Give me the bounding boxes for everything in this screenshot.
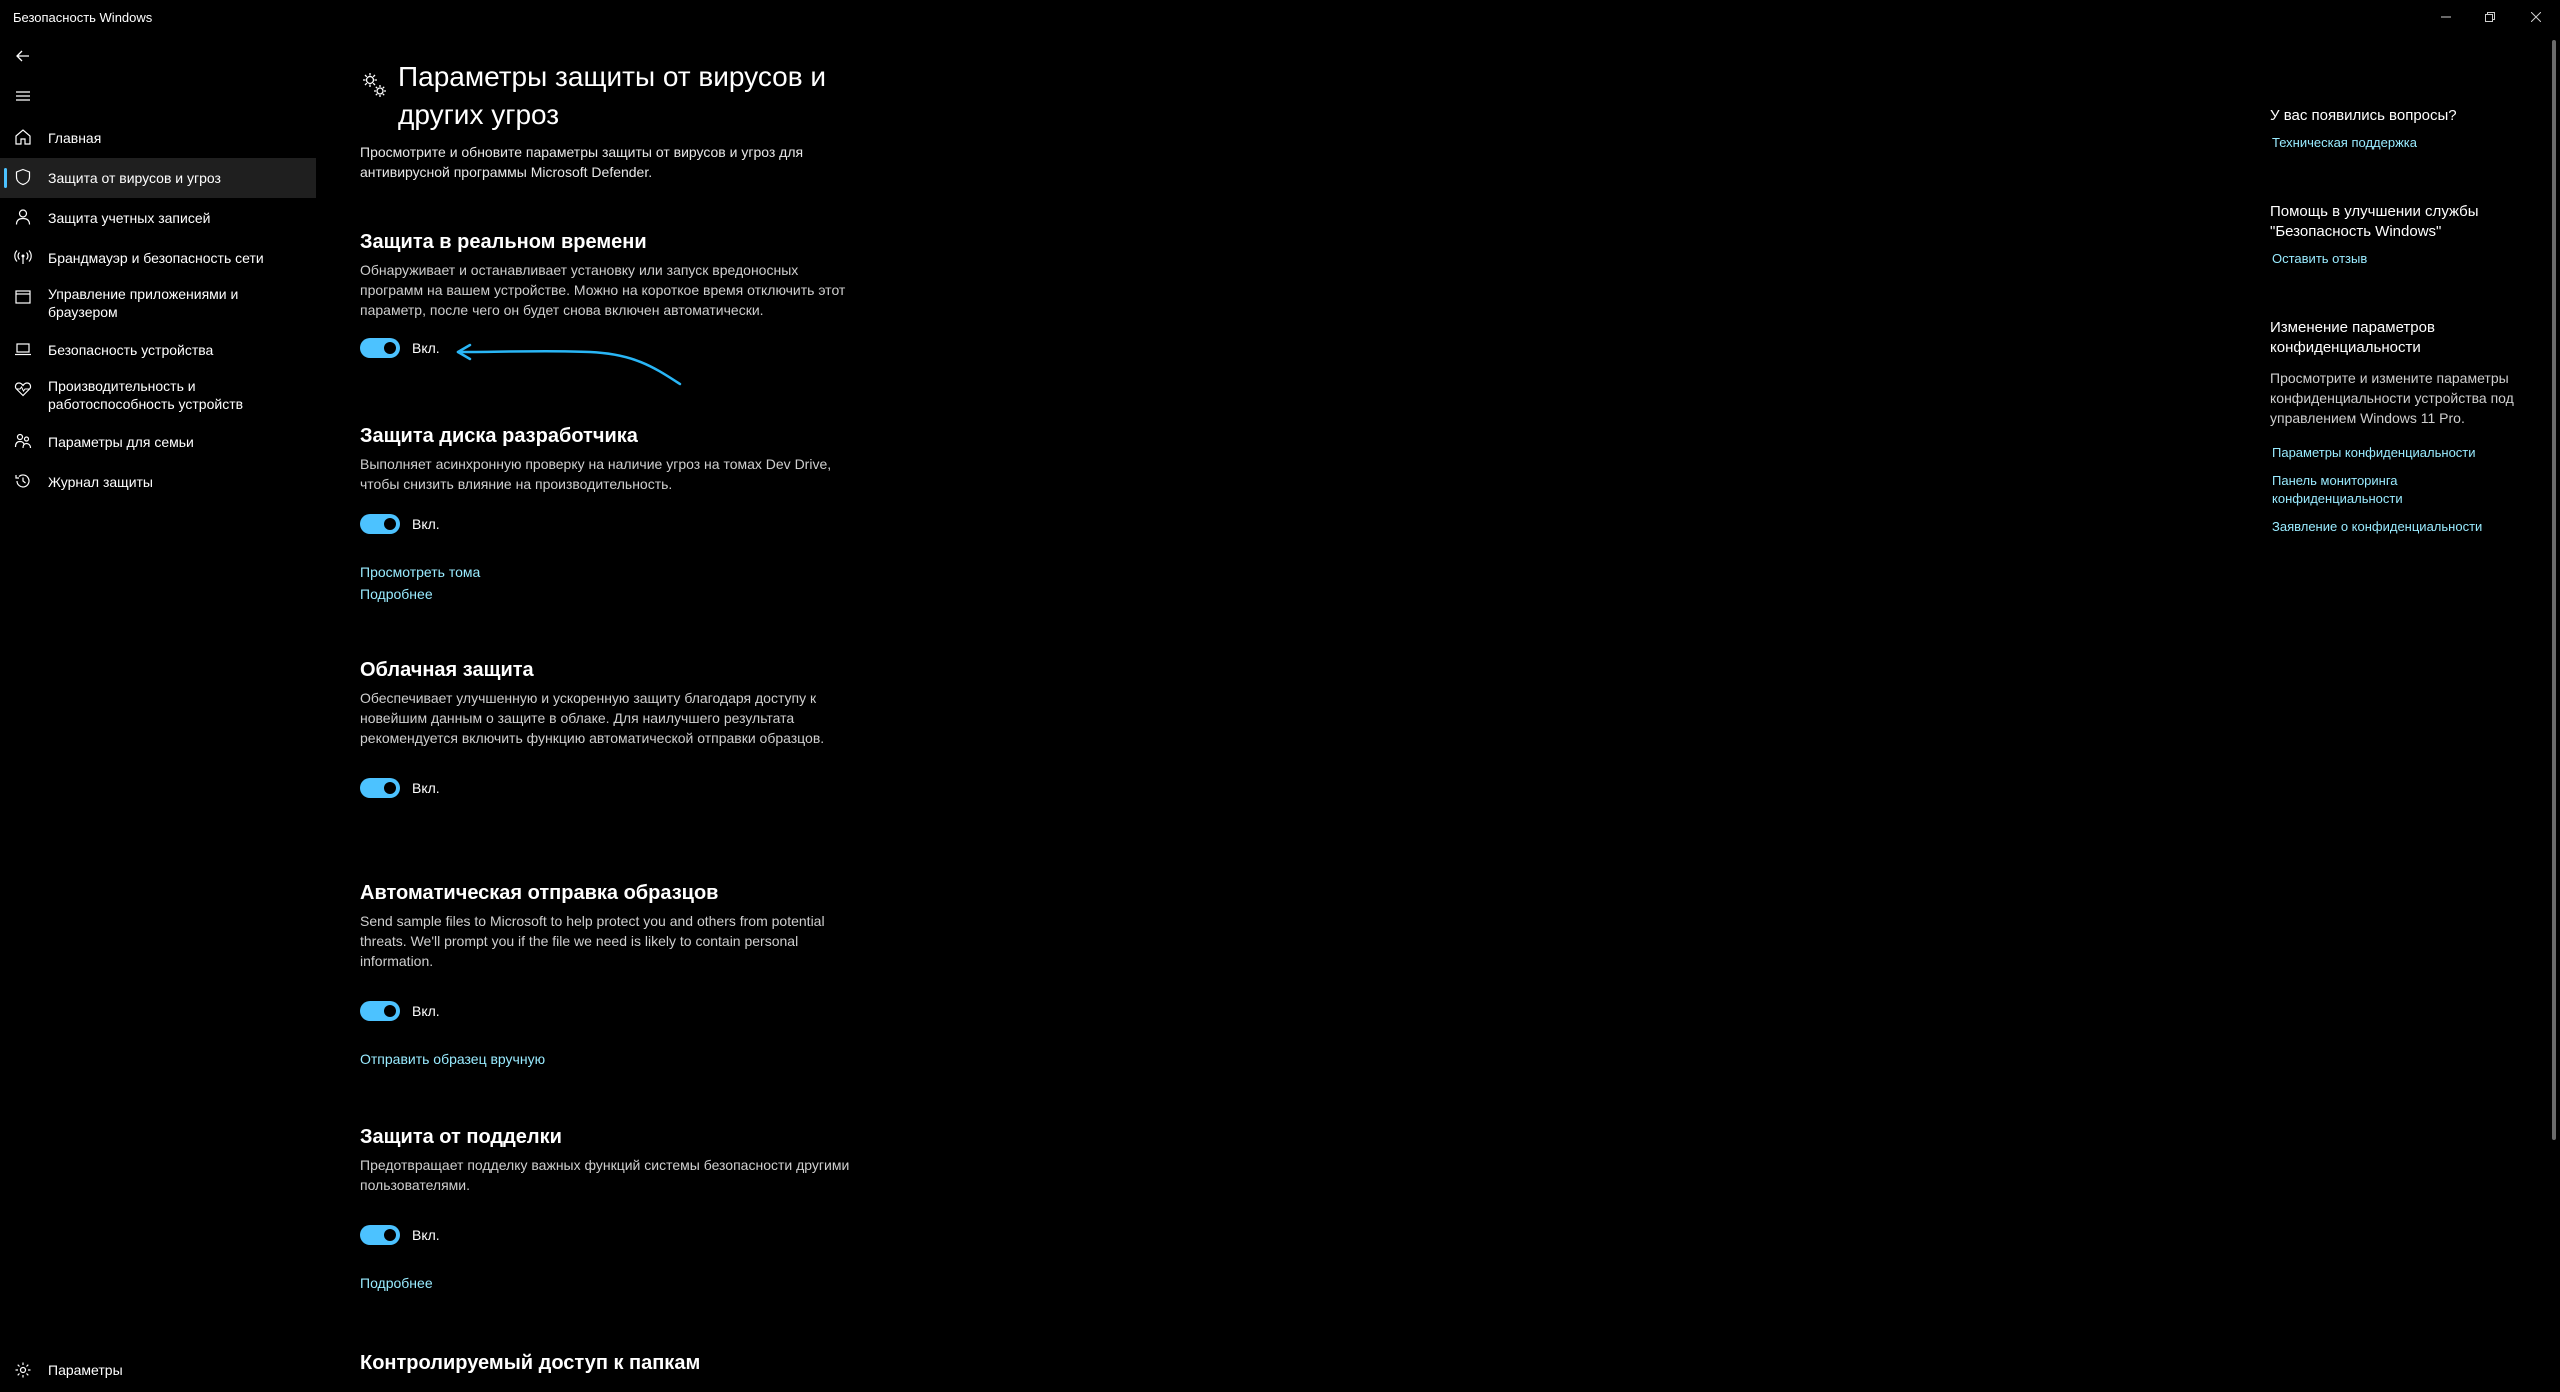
- toggle-state-label: Вкл.: [412, 516, 440, 532]
- app-title: Безопасность Windows: [13, 10, 153, 25]
- gear-icon: [14, 1361, 32, 1379]
- automatic-sample-submission-section: [360, 879, 860, 1069]
- submit-sample-manually-link[interactable]: Отправить образец вручную: [360, 1051, 546, 1067]
- laptop-icon: [14, 340, 32, 358]
- sidebar-item-device-performance[interactable]: [0, 370, 318, 422]
- section-title: Облачная защита: [360, 659, 534, 681]
- privacy-statement-link[interactable]: Заявление о конфиденциальности: [2272, 519, 2483, 534]
- sidebar-item-label: Безопасность устройства: [48, 342, 214, 358]
- toggle-state-label: Вкл.: [412, 1003, 440, 1019]
- sidebar-item-label: Управление приложениями и браузером: [48, 286, 239, 320]
- dev-drive-protection-section: [360, 422, 860, 604]
- tamper-protection-section: [360, 1123, 860, 1293]
- section-title: Защита диска разработчика: [360, 425, 638, 447]
- sidebar-item-family-options[interactable]: [0, 422, 318, 462]
- sidebar-item-protection-history[interactable]: [0, 462, 318, 502]
- close-button[interactable]: [2514, 0, 2558, 34]
- gears-icon: [360, 70, 390, 100]
- section-title: Защита от подделки: [360, 1126, 562, 1148]
- dev-drive-protection-toggle[interactable]: [360, 514, 400, 534]
- heart-pulse-icon: [14, 380, 32, 398]
- section-description: Обнаруживает и останавливает установку или запуск вредоносных программ на вашем устройстве. Можно на короткое время отключить этот параметр, после чего он будет снова включен автоматически.: [360, 262, 846, 318]
- close-icon: [2531, 12, 2541, 22]
- arrow-left-icon: [16, 50, 30, 62]
- sidebar-item-label: Брандмауэр и безопасность сети: [48, 250, 264, 266]
- toggle-state-label: Вкл.: [412, 340, 440, 356]
- privacy-title: Изменение параметров конфиденциальности: [2270, 319, 2435, 356]
- hamburger-menu-button[interactable]: [8, 84, 38, 108]
- sidebar-item-settings[interactable]: [0, 1350, 318, 1390]
- privacy-settings-link[interactable]: Параметры конфиденциальности: [2272, 445, 2476, 460]
- help-block: [2270, 106, 2520, 152]
- sidebar-item-label: Главная: [48, 130, 102, 146]
- section-description: Выполняет асинхронную проверку на наличие угроз на томах Dev Drive, чтобы снизить влияние на производительность.: [360, 456, 832, 492]
- restore-button[interactable]: [2468, 0, 2512, 34]
- toggle-state-label: Вкл.: [412, 780, 440, 796]
- cloud-protection-section: [360, 656, 860, 800]
- realtime-protection-toggle[interactable]: [360, 338, 400, 358]
- app-browser-icon: [14, 288, 32, 306]
- tech-support-link[interactable]: Техническая поддержка: [2272, 135, 2417, 150]
- page-title: Параметры защиты от вирусов и других угроз: [398, 61, 827, 130]
- hamburger-icon: [16, 90, 30, 102]
- give-feedback-link[interactable]: Оставить отзыв: [2272, 251, 2368, 266]
- restore-icon: [2485, 12, 2495, 22]
- cloud-protection-toggle[interactable]: [360, 778, 400, 798]
- annotation-arrow: [440, 340, 690, 390]
- controlled-folder-access-section: [360, 1349, 860, 1377]
- page-description: Просмотрите и обновите параметры защиты от вирусов и угроз для антивирусной программы Microsoft Defender.: [360, 144, 804, 180]
- sidebar-item-firewall[interactable]: [0, 238, 318, 278]
- privacy-block: [2270, 318, 2520, 536]
- wifi-antenna-icon: [14, 248, 32, 266]
- learn-more-link[interactable]: Подробнее: [360, 586, 433, 602]
- sidebar: [0, 118, 318, 502]
- tamper-protection-toggle[interactable]: [360, 1225, 400, 1245]
- toggle-state-label: Вкл.: [412, 1227, 440, 1243]
- sidebar-item-device-security[interactable]: [0, 330, 318, 370]
- settings-label: Параметры: [48, 1362, 123, 1378]
- sidebar-item-label: Защита от вирусов и угроз: [48, 170, 221, 186]
- section-description: Предотвращает подделку важных функций системы безопасности другими пользователями.: [360, 1157, 850, 1193]
- person-icon: [14, 208, 32, 226]
- section-title: Контролируемый доступ к папкам: [360, 1352, 701, 1374]
- sidebar-item-label: Параметры для семьи: [48, 434, 194, 450]
- home-icon: [14, 128, 32, 146]
- feedback-block: [2270, 202, 2520, 268]
- title-bar: [0, 0, 2560, 34]
- sidebar-item-virus-protection[interactable]: [0, 158, 316, 198]
- automatic-sample-submission-toggle[interactable]: [360, 1001, 400, 1021]
- help-title: У вас появились вопросы?: [2270, 107, 2457, 124]
- feedback-title: Помощь в улучшении службы "Безопасность Windows": [2270, 203, 2479, 240]
- minimize-icon: [2441, 12, 2451, 22]
- sidebar-item-app-browser-control[interactable]: [0, 278, 318, 330]
- section-description: Обеспечивает улучшенную и ускоренную защиту благодаря доступу к новейшим данным о защите в облаке. Для наилучшего результата рекомендуется включить функцию автоматической отправки образцов.: [360, 690, 825, 746]
- shield-icon: [14, 168, 32, 186]
- section-description: Send sample files to Microsoft to help protect you and others from potential threats. We'll prompt you if the file we need is likely to contain personal information.: [360, 913, 825, 969]
- learn-more-link[interactable]: Подробнее: [360, 1275, 433, 1291]
- sidebar-item-label: Журнал защиты: [48, 474, 153, 490]
- scrollbar[interactable]: [2552, 40, 2556, 1140]
- family-icon: [14, 432, 32, 450]
- sidebar-item-account-protection[interactable]: [0, 198, 318, 238]
- privacy-text: Просмотрите и измените параметры конфиденциальности устройства под управлением Windows 11 Pro.: [2270, 370, 2514, 426]
- back-button[interactable]: [8, 44, 38, 68]
- minimize-button[interactable]: [2424, 0, 2468, 34]
- section-title: Автоматическая отправка образцов: [360, 882, 719, 904]
- privacy-dashboard-link[interactable]: Панель мониторинга конфиденциальности: [2272, 473, 2403, 506]
- section-title: Защита в реальном времени: [360, 231, 647, 253]
- sidebar-item-label: Производительность и работоспособность устройств: [48, 378, 244, 412]
- sidebar-item-label: Защита учетных записей: [48, 210, 211, 226]
- history-icon: [14, 472, 32, 490]
- sidebar-item-home[interactable]: [0, 118, 318, 158]
- view-volumes-link[interactable]: Просмотреть тома: [360, 564, 481, 580]
